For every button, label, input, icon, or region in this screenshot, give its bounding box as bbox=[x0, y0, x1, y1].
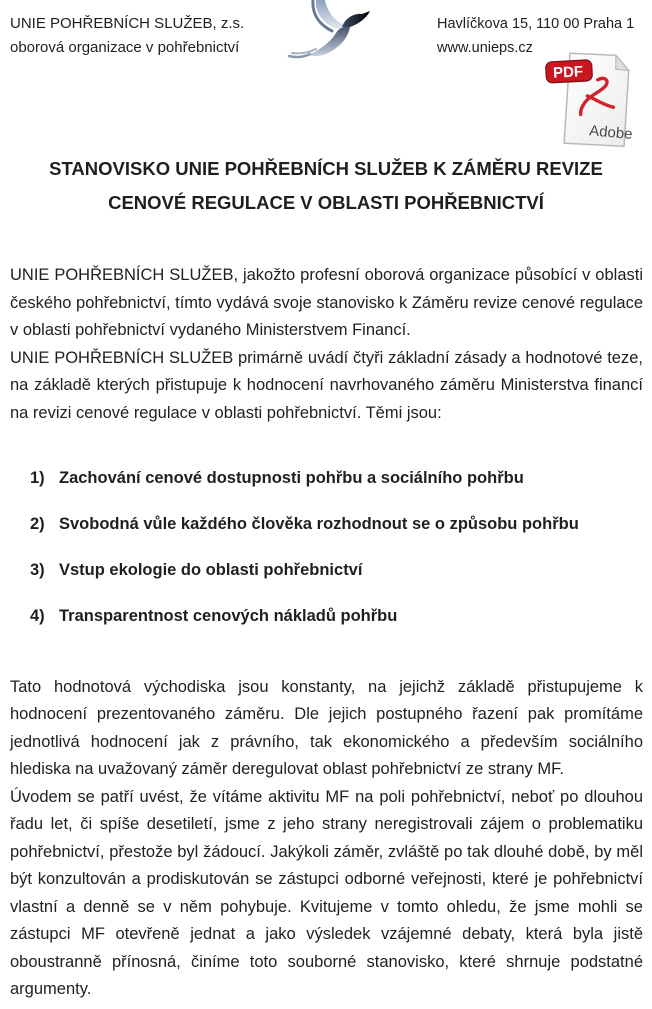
list-item-number: 2) bbox=[30, 515, 45, 533]
list-item-number: 4) bbox=[30, 607, 45, 625]
list-item-text: Vstup ekologie do oblasti pohřebnictví bbox=[59, 561, 363, 579]
principles-list bbox=[10, 465, 643, 631]
org-address: Havlíčkova 15, 110 00 Praha 1 bbox=[437, 16, 635, 32]
paragraph-conclusion: Úvodem se patří uvést, že vítáme aktivitu MF na poli pohřebnictví, neboť po dlouhou řadu let, či spíše desetiletí, jsme z jeho strany neregistrovali zájem o problematiku pohřebnictví, přestože byl žádoucí. Jakýkoli záměr, zvláště po tak dlouhé době, by měl být konzultován a prodiskutován se zástupci odborné veřejnosti, které je pohřebnictví vlastní a denně se v něm pohybuje. Kvitujeme v tomto ohledu, že jsme mohli se zástupci MF otevřeně jednat a jako výsledek vzájemné debaty, která byla jistě oboustranně přínosná, činíme toto souborné stanovisko, které shrnuje podstatné argumenty. bbox=[10, 787, 643, 998]
list-item bbox=[30, 465, 643, 493]
paragraph-principles-intro: UNIE POHŘEBNÍCH SLUŽEB primárně uvádí čtyři základní zásady a hodnotové teze, na základě kterých přistupuje k hodnocení navrhovaného záměru Ministerstva financí na revizi cenové regulace v oblasti pohřebnictví. Těmi jsou: bbox=[10, 348, 643, 422]
list-item bbox=[30, 603, 643, 631]
document-body bbox=[0, 262, 652, 1004]
dove-logo-icon bbox=[282, 0, 394, 62]
letterhead bbox=[0, 0, 652, 152]
pdf-file-icon[interactable] bbox=[544, 50, 646, 150]
pdf-badge-text: PDF bbox=[552, 63, 584, 82]
org-name: UNIE POHŘEBNÍCH SLUŽEB, z.s. bbox=[10, 15, 245, 32]
org-subtitle: oborová organizace v pohřebnictví bbox=[10, 39, 240, 56]
adobe-brand-text: Adobe bbox=[588, 122, 634, 144]
org-website: www.unieps.cz bbox=[437, 40, 533, 56]
paragraph-intro: UNIE POHŘEBNÍCH SLUŽEB, jakožto profesní oborová organizace působící v oblasti českého pohřebnictví, tímto vydává svoje stanovisko k Záměru revize cenové regulace v oblasti pohřebnictví vydaného Ministerstvem Financí. bbox=[10, 266, 643, 339]
list-item-text: Zachování cenové dostupnosti pohřbu a sociálního pohřbu bbox=[59, 469, 524, 487]
paragraph-values: Tato hodnotová východiska jsou konstanty, na jejichž základě přistupujeme k hodnocení prezentovaného záměru. Dle jejich postupného řazení pak promítáme jednotlivá hodnocení jak z právního, tak ekonomického a především sociálního hlediska na uvažovaný záměr deregulovat oblast pohřebnictví ze strany MF. bbox=[10, 677, 643, 778]
list-item-text: Transparentnost cenových nákladů pohřbu bbox=[59, 607, 398, 625]
document-title: STANOVISKO UNIE POHŘEBNÍCH SLUŽEB K ZÁMĚRU REVIZE CENOVÉ REGULACE V OBLASTI POHŘEBNICTVÍ bbox=[49, 158, 603, 213]
pdf-badge bbox=[546, 60, 593, 83]
list-item bbox=[30, 557, 643, 585]
list-item-number: 3) bbox=[30, 561, 45, 579]
list-item bbox=[30, 511, 643, 539]
list-item-text: Svobodná vůle každého člověka rozhodnout se o způsobu pohřbu bbox=[59, 515, 579, 533]
org-block bbox=[10, 12, 244, 60]
list-item-number: 1) bbox=[30, 469, 45, 487]
